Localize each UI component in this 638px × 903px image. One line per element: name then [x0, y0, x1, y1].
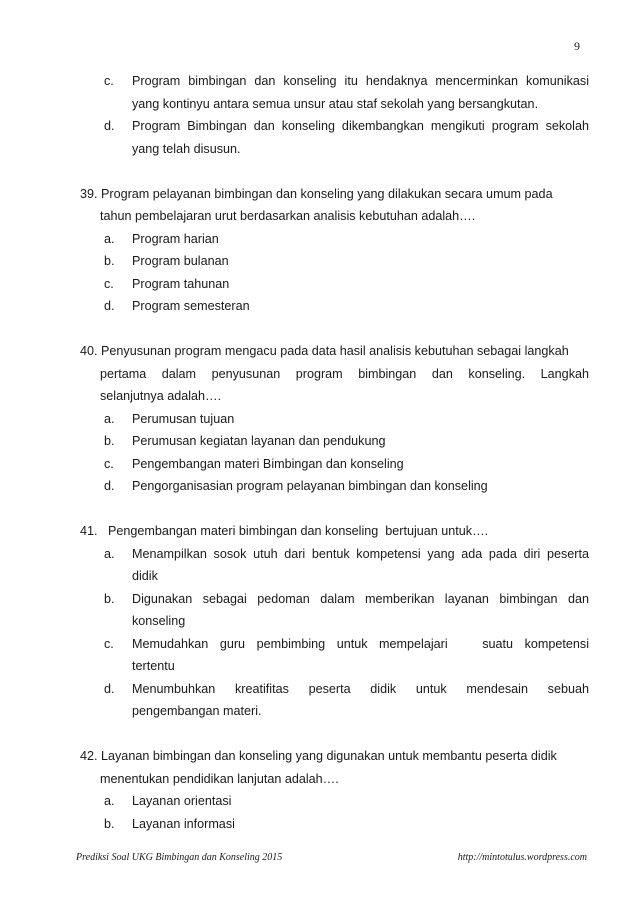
- footer-url[interactable]: http://mintotulus.wordpress.com: [457, 852, 587, 863]
- question-39-option-a: [80, 228, 589, 251]
- option-text: Pengorganisasian program pelayanan bimbingan dan konseling: [132, 479, 488, 493]
- footer-title: Prediksi Soal UKG Bimbingan dan Konseling 2015: [76, 852, 283, 863]
- option-letter: d.: [104, 119, 115, 133]
- question-40-stem-cont: selanjutnya adalah….: [100, 389, 222, 403]
- option-letter: c.: [104, 456, 114, 471]
- option-text: Program tahunan: [132, 276, 230, 291]
- option-text: didik: [132, 569, 158, 583]
- option-text: Program harian: [132, 231, 219, 246]
- question-40-option-b: [80, 430, 589, 453]
- question-39-option-d: [80, 295, 589, 318]
- option-letter: b.: [104, 254, 115, 268]
- page-number: 9: [574, 39, 580, 53]
- option-letter: c.: [104, 636, 114, 651]
- option-text: Perumusan tujuan: [132, 411, 235, 426]
- option-c-prev-cont: [80, 93, 589, 116]
- option-letter: a.: [104, 546, 115, 561]
- option-text: pengembangan materi.: [132, 704, 262, 718]
- question-42-option-a: [80, 790, 589, 813]
- option-text: Program bimbingan dan konseling itu hendaknya mencerminkan komunikasi: [132, 74, 589, 88]
- option-letter: a.: [104, 411, 115, 426]
- option-text: Layanan informasi: [132, 816, 235, 831]
- question-41-option-d: [80, 678, 589, 701]
- page-footer: [76, 852, 587, 863]
- option-letter: a.: [104, 794, 115, 808]
- question-42-stem: 42. Layanan bimbingan dan konseling yang digunakan untuk membantu peserta didik: [80, 749, 557, 763]
- question-40-option-a: [80, 408, 589, 431]
- option-d-prev-cont: [80, 138, 589, 161]
- question-40-stem: 40. Penyusunan program mengacu pada data hasil analisis kebutuhan sebagai langkah: [80, 344, 569, 358]
- question-40-option-d: [80, 475, 589, 498]
- option-text: Digunakan sebagai pedoman dalam memberikan layanan bimbingan dan: [132, 591, 589, 606]
- question-40-option-c: [80, 453, 589, 476]
- option-letter: b.: [104, 816, 115, 831]
- question-41-stem: 41. Pengembangan materi bimbingan dan konseling bertujuan untuk….: [80, 524, 489, 538]
- question-41-option-c-cont: [80, 655, 589, 678]
- question-41-option-d-cont: [80, 700, 589, 723]
- option-letter: b.: [104, 434, 115, 448]
- option-text: Layanan orientasi: [132, 794, 232, 808]
- option-text: konseling: [132, 614, 186, 628]
- question-41-option-b: [80, 588, 589, 611]
- option-text: Program bulanan: [132, 254, 229, 268]
- question-39-option-b: [80, 250, 589, 273]
- option-letter: b.: [104, 591, 115, 606]
- option-text: yang telah disusun.: [132, 141, 241, 156]
- option-text: Pengembangan materi Bimbingan dan konseling: [132, 456, 404, 471]
- option-text: yang kontinyu antara semua unsur atau staf sekolah yang bersangkutan.: [132, 96, 539, 111]
- question-41-option-c: [80, 633, 589, 656]
- question-41-option-a-cont: [80, 565, 589, 588]
- question-39-stem-cont: tahun pembelajaran urut berdasarkan analisis kebutuhan adalah….: [100, 209, 476, 223]
- option-text: Program semesteran: [132, 299, 250, 313]
- option-letter: c.: [104, 276, 114, 291]
- option-text: Perumusan kegiatan layanan dan pendukung: [132, 434, 386, 448]
- option-letter: d.: [104, 299, 115, 313]
- question-41-option-b-cont: [80, 610, 589, 633]
- option-letter: c.: [104, 74, 114, 88]
- question-39-option-c: [80, 273, 589, 296]
- question-42-option-b: [80, 813, 589, 836]
- question-41-option-a: [80, 543, 589, 566]
- question-42-stem-cont: menentukan pendidikan lanjutan adalah….: [100, 771, 339, 786]
- option-letter: d.: [104, 681, 115, 696]
- option-letter: d.: [104, 479, 115, 493]
- option-text: Program Bimbingan dan konseling dikembangkan mengikuti program sekolah: [132, 119, 589, 133]
- option-text: tertentu: [132, 659, 175, 673]
- option-c-prev: [80, 70, 589, 93]
- option-text: Memudahkan guru pembimbing untuk mempelajari suatu kompetensi: [132, 636, 589, 651]
- question-40-stem-cont: pertama dalam penyusunan program bimbingan dan konseling. Langkah: [100, 366, 589, 381]
- option-text: Menumbuhkan kreatifitas peserta didik untuk mendesain sebuah: [132, 681, 589, 696]
- question-39-stem: 39. Program pelayanan bimbingan dan konseling yang dilakukan secara umum pada: [80, 186, 553, 201]
- option-letter: a.: [104, 231, 115, 246]
- page-content: [80, 70, 589, 835]
- option-text: Menampilkan sosok utuh dari bentuk kompetensi yang ada pada diri peserta: [132, 546, 589, 561]
- option-d-prev: [80, 115, 589, 138]
